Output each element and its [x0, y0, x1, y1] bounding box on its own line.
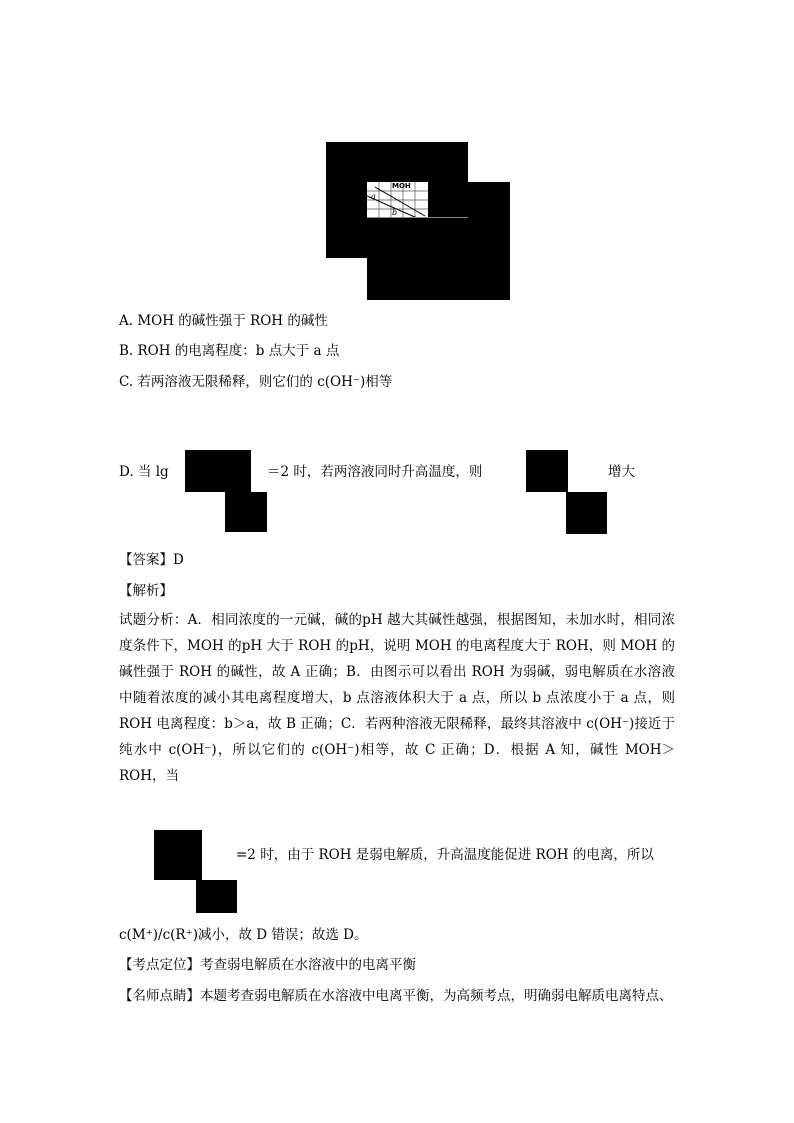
redaction-block	[367, 258, 468, 300]
option-a: A. MOH 的碱性强于 ROH 的碱性	[119, 313, 328, 329]
point-label-b: b	[392, 208, 398, 217]
analysis-heading: 【解析】	[119, 583, 173, 599]
analysis-conclusion: c(M⁺)/c(R⁺)减小，故 D 错误；故选 D。	[119, 927, 368, 943]
redaction-block	[326, 182, 367, 218]
answer: 【答案】D	[119, 552, 184, 568]
formula-image-redacted	[526, 450, 568, 492]
figure	[326, 142, 510, 300]
formula-image-redacted	[196, 880, 237, 913]
analysis-paragraph: 试题分析：A．相同浓度的一元碱，碱的pH 越大其碱性越强，根据图知，未加水时，相同浓度条件下，MOH 的pH 大于 ROH 的pH，说明 MOH 的电离程度大于 ROH，则 MOH 的碱性强于 ROH 的碱性，故 A 正确；B．由图示可以看出 ROH 为弱碱，弱电解质在水溶液中随着浓度的减小其电离程度增大，b 点溶液体积大于 a 点，所以 b 点浓度小于 a 点，则 ROH 电离程度：b＞a，故 B 正确；C．若两种溶液无限稀释，最终其溶液中 c(OH⁻)接近于纯水中 c(OH⁻)，所以它们的 c(OH⁻)相等，故 C 正确；D．根据 A 知，碱性 MOH＞ROH，当	[119, 612, 675, 784]
formula-image-redacted	[154, 830, 202, 880]
formula-image-redacted	[566, 492, 607, 534]
redaction-block	[468, 182, 510, 300]
option-d-middle: ＝2 时，若两溶液同时升高温度，则	[267, 464, 483, 480]
redaction-block	[326, 142, 468, 182]
teacher-comment: 【名师点睛】本题考查弱电解质在水溶液中电离平衡，为高频考点，明确弱电解质电离特点、	[119, 988, 673, 1004]
formula-image-redacted	[225, 492, 267, 532]
option-d-prefix: D. 当 lg	[119, 464, 169, 480]
curve-label-moh: MOH	[392, 182, 411, 190]
analysis-d-continuation: =2 时，由于 ROH 是弱电解质，升高温度能促进 ROH 的电离，所以	[236, 847, 654, 863]
redaction-block	[326, 218, 468, 258]
redaction-block	[428, 182, 468, 218]
option-d-suffix: 增大	[608, 464, 635, 480]
option-c: C. 若两溶液无限稀释，则它们的 c(OH⁻)相等	[119, 374, 393, 390]
formula-image-redacted	[185, 450, 251, 492]
option-b: B. ROH 的电离程度：b 点大于 a 点	[119, 343, 340, 359]
exam-point: 【考点定位】考查弱电解质在水溶液中的电离平衡	[119, 957, 416, 973]
point-label-a: a	[371, 192, 376, 201]
axis-line	[367, 217, 468, 218]
